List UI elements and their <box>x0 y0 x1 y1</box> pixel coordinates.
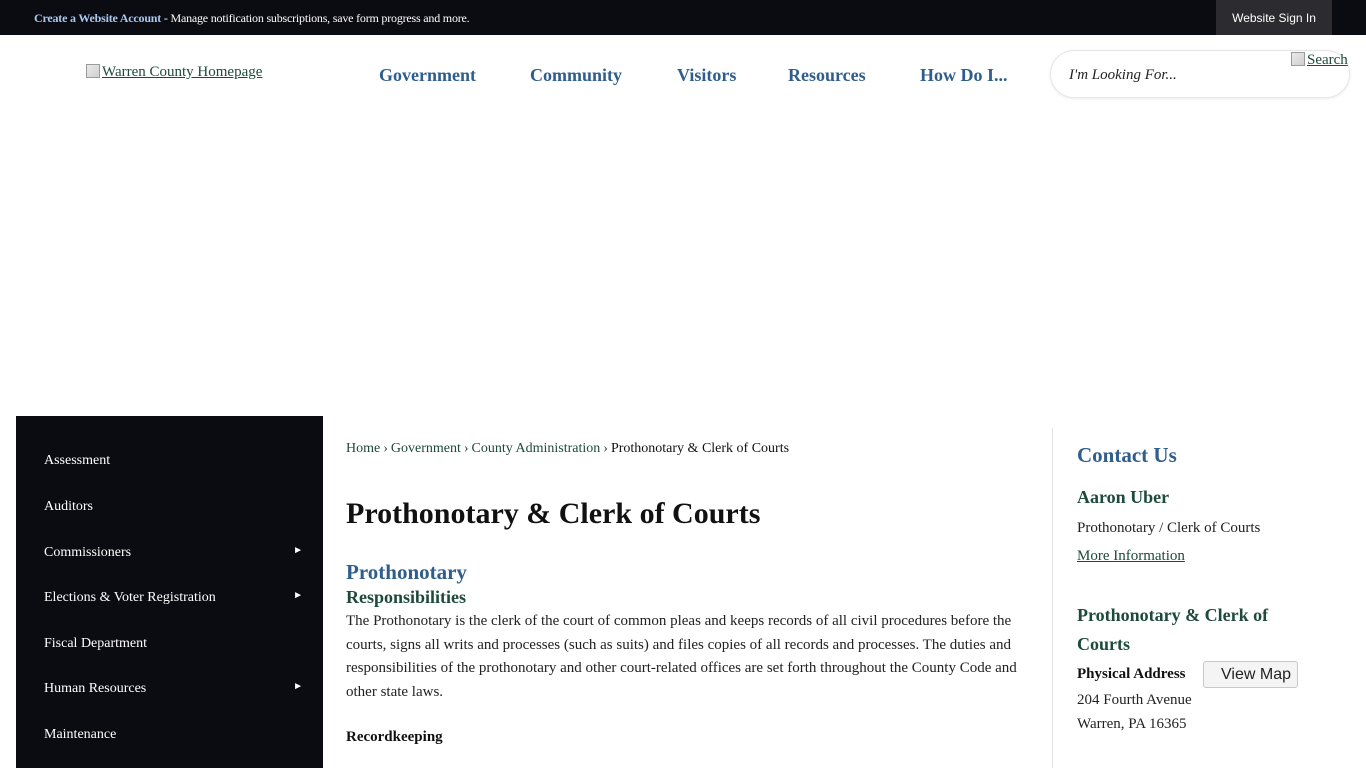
search-input[interactable] <box>1069 64 1289 86</box>
more-information-link[interactable]: More Information <box>1077 548 1185 564</box>
submenu-arrow-icon[interactable]: ► <box>293 681 303 692</box>
subsection-title: Responsibilities <box>346 587 467 607</box>
column-divider <box>1052 428 1053 768</box>
top-bar <box>0 0 1366 35</box>
sidebar-item-auditors[interactable] <box>44 496 309 520</box>
sidebar-item-label: Maintenance <box>44 727 117 742</box>
submenu-arrow-icon[interactable]: ► <box>293 590 303 601</box>
sidebar-item-commissioners[interactable] <box>44 542 309 566</box>
breadcrumb-separator: › <box>463 441 469 456</box>
search-icon <box>1291 52 1305 66</box>
sidebar-item-maintenance[interactable] <box>44 724 309 748</box>
address-line-2: Warren, PA 16365 <box>1077 716 1187 732</box>
sidebar-item-elections[interactable] <box>44 587 309 611</box>
nav-government[interactable]: Government <box>379 65 476 85</box>
section-title: Prothonotary <box>346 560 467 584</box>
sidebar-item-label: Commissioners <box>44 545 132 560</box>
breadcrumb <box>346 441 789 457</box>
website-sign-in-button[interactable]: Website Sign In <box>1216 0 1332 35</box>
sidebar-item-label: Assessment <box>44 453 111 468</box>
sidebar-item-label: Fiscal Department <box>44 636 148 651</box>
breadcrumb-home[interactable]: Home <box>346 441 381 456</box>
breadcrumb-government[interactable]: Government <box>390 441 461 456</box>
sidebar-item-fiscal[interactable] <box>44 633 309 657</box>
breadcrumb-separator: › <box>603 441 608 456</box>
nav-community[interactable]: Community <box>530 65 623 85</box>
contact-name: Aaron Uber <box>1077 487 1170 507</box>
account-message <box>34 11 469 26</box>
create-account-link[interactable]: Create a Website Account <box>34 11 162 25</box>
breadcrumb-county-administration[interactable]: County Administration <box>471 441 601 456</box>
sidebar-item-label: Elections & Voter Registration <box>44 590 216 605</box>
recordkeeping-heading: Recordkeeping <box>346 729 443 745</box>
contact-us-title: Contact Us <box>1077 443 1177 467</box>
office-name: Prothonotary & Clerk of Courts <box>1077 605 1269 654</box>
physical-address-label: Physical Address <box>1077 666 1186 682</box>
logo-alt-text: Warren County Homepage <box>102 64 263 80</box>
breadcrumb-separator: › <box>383 441 388 456</box>
sidebar-item-label: Human Resources <box>44 681 147 696</box>
homepage-logo-link[interactable] <box>86 64 262 81</box>
breadcrumb-current: Prothonotary & Clerk of Courts <box>610 441 790 456</box>
broken-image-icon <box>86 64 100 78</box>
search-button-alt-text: Search <box>1307 52 1348 68</box>
account-message-text: - Manage notification subscriptions, save form progress and more. <box>161 11 470 25</box>
address-line-1: 204 Fourth Avenue <box>1077 692 1192 708</box>
submenu-arrow-icon[interactable]: ► <box>293 545 303 556</box>
sidebar-item-assessment[interactable] <box>44 450 309 474</box>
nav-resources[interactable]: Resources <box>788 65 866 85</box>
contact-role: Prothonotary / Clerk of Courts <box>1077 520 1261 536</box>
nav-how-do-i[interactable]: How Do I... <box>920 65 1008 85</box>
responsibilities-paragraph: The Prothonotary is the clerk of the court of common pleas and keeps records of all civil procedures before the courts, signs all writs and processes (such as suits) and files copies of all records and processes. The duties and responsibilities of the prothonotary and other court-related offices are set forth throughout the County Code and other state laws. <box>346 613 1017 701</box>
sidebar-item-human-resources[interactable] <box>44 678 309 702</box>
view-map-button[interactable]: View Map <box>1203 661 1298 688</box>
page-title: Prothonotary & Clerk of Courts <box>346 497 761 530</box>
nav-visitors[interactable]: Visitors <box>677 65 737 85</box>
sidebar-nav <box>16 416 323 768</box>
sidebar-item-label: Auditors <box>44 499 93 514</box>
search-button[interactable] <box>1291 52 1348 69</box>
